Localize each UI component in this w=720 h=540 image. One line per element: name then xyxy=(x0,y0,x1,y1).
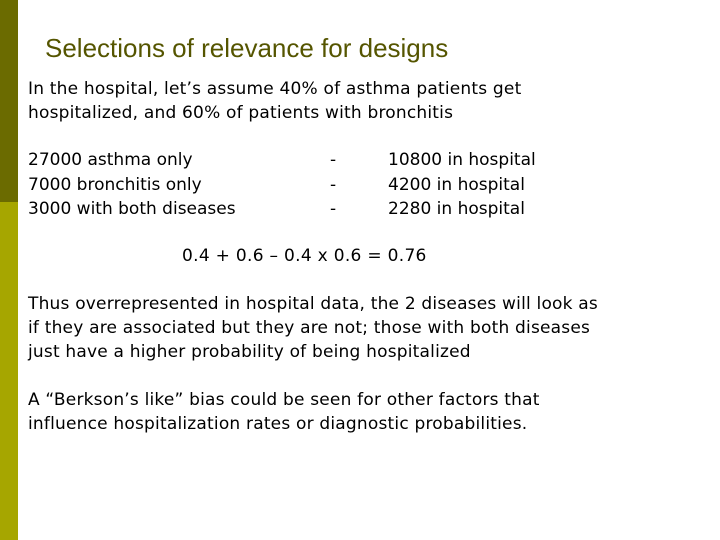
conclusion-paragraph xyxy=(28,292,598,364)
case-group: 3000 with both diseases xyxy=(28,199,236,219)
bias-note-line: influence hospitalization rates or diagnostic probabilities. xyxy=(28,414,528,434)
left-accent-band-dark xyxy=(0,0,18,202)
case-hospital-column xyxy=(388,148,536,222)
left-accent-band-light xyxy=(0,202,18,540)
intro-line: hospitalized, and 60% of patients with bronchitis xyxy=(28,103,454,123)
case-dash: - xyxy=(330,150,337,170)
case-hospital: 4200 in hospital xyxy=(388,174,525,195)
case-hospital: 2280 in hospital xyxy=(388,199,525,219)
case-hospital: 10800 in hospital xyxy=(388,150,536,170)
case-group-column xyxy=(28,148,236,222)
conclusion-line: if they are associated but they are not; those with both diseases xyxy=(28,318,591,338)
conclusion-line: just have a higher probability of being hospitalized xyxy=(28,342,471,362)
conclusion-line: Thus overrepresented in hospital data, the 2 diseases will look as xyxy=(28,294,598,314)
intro-paragraph xyxy=(28,77,521,125)
intro-line: In the hospital, let’s assume 40% of asthma patients get xyxy=(28,79,522,99)
case-group: 7000 bronchitis only xyxy=(28,174,202,195)
case-dash: - xyxy=(330,174,337,195)
case-dash: - xyxy=(330,199,337,219)
slide-title: Selections of relevance for designs xyxy=(45,33,449,63)
bias-note-line: A “Berkson’s like” bias could be seen for other factors that xyxy=(28,390,540,410)
case-dash-column xyxy=(330,148,336,222)
case-group: 27000 asthma only xyxy=(28,150,193,170)
bias-note-paragraph xyxy=(28,388,540,436)
probability-equation: 0.4 + 0.6 – 0.4 x 0.6 = 0.76 xyxy=(182,246,427,266)
